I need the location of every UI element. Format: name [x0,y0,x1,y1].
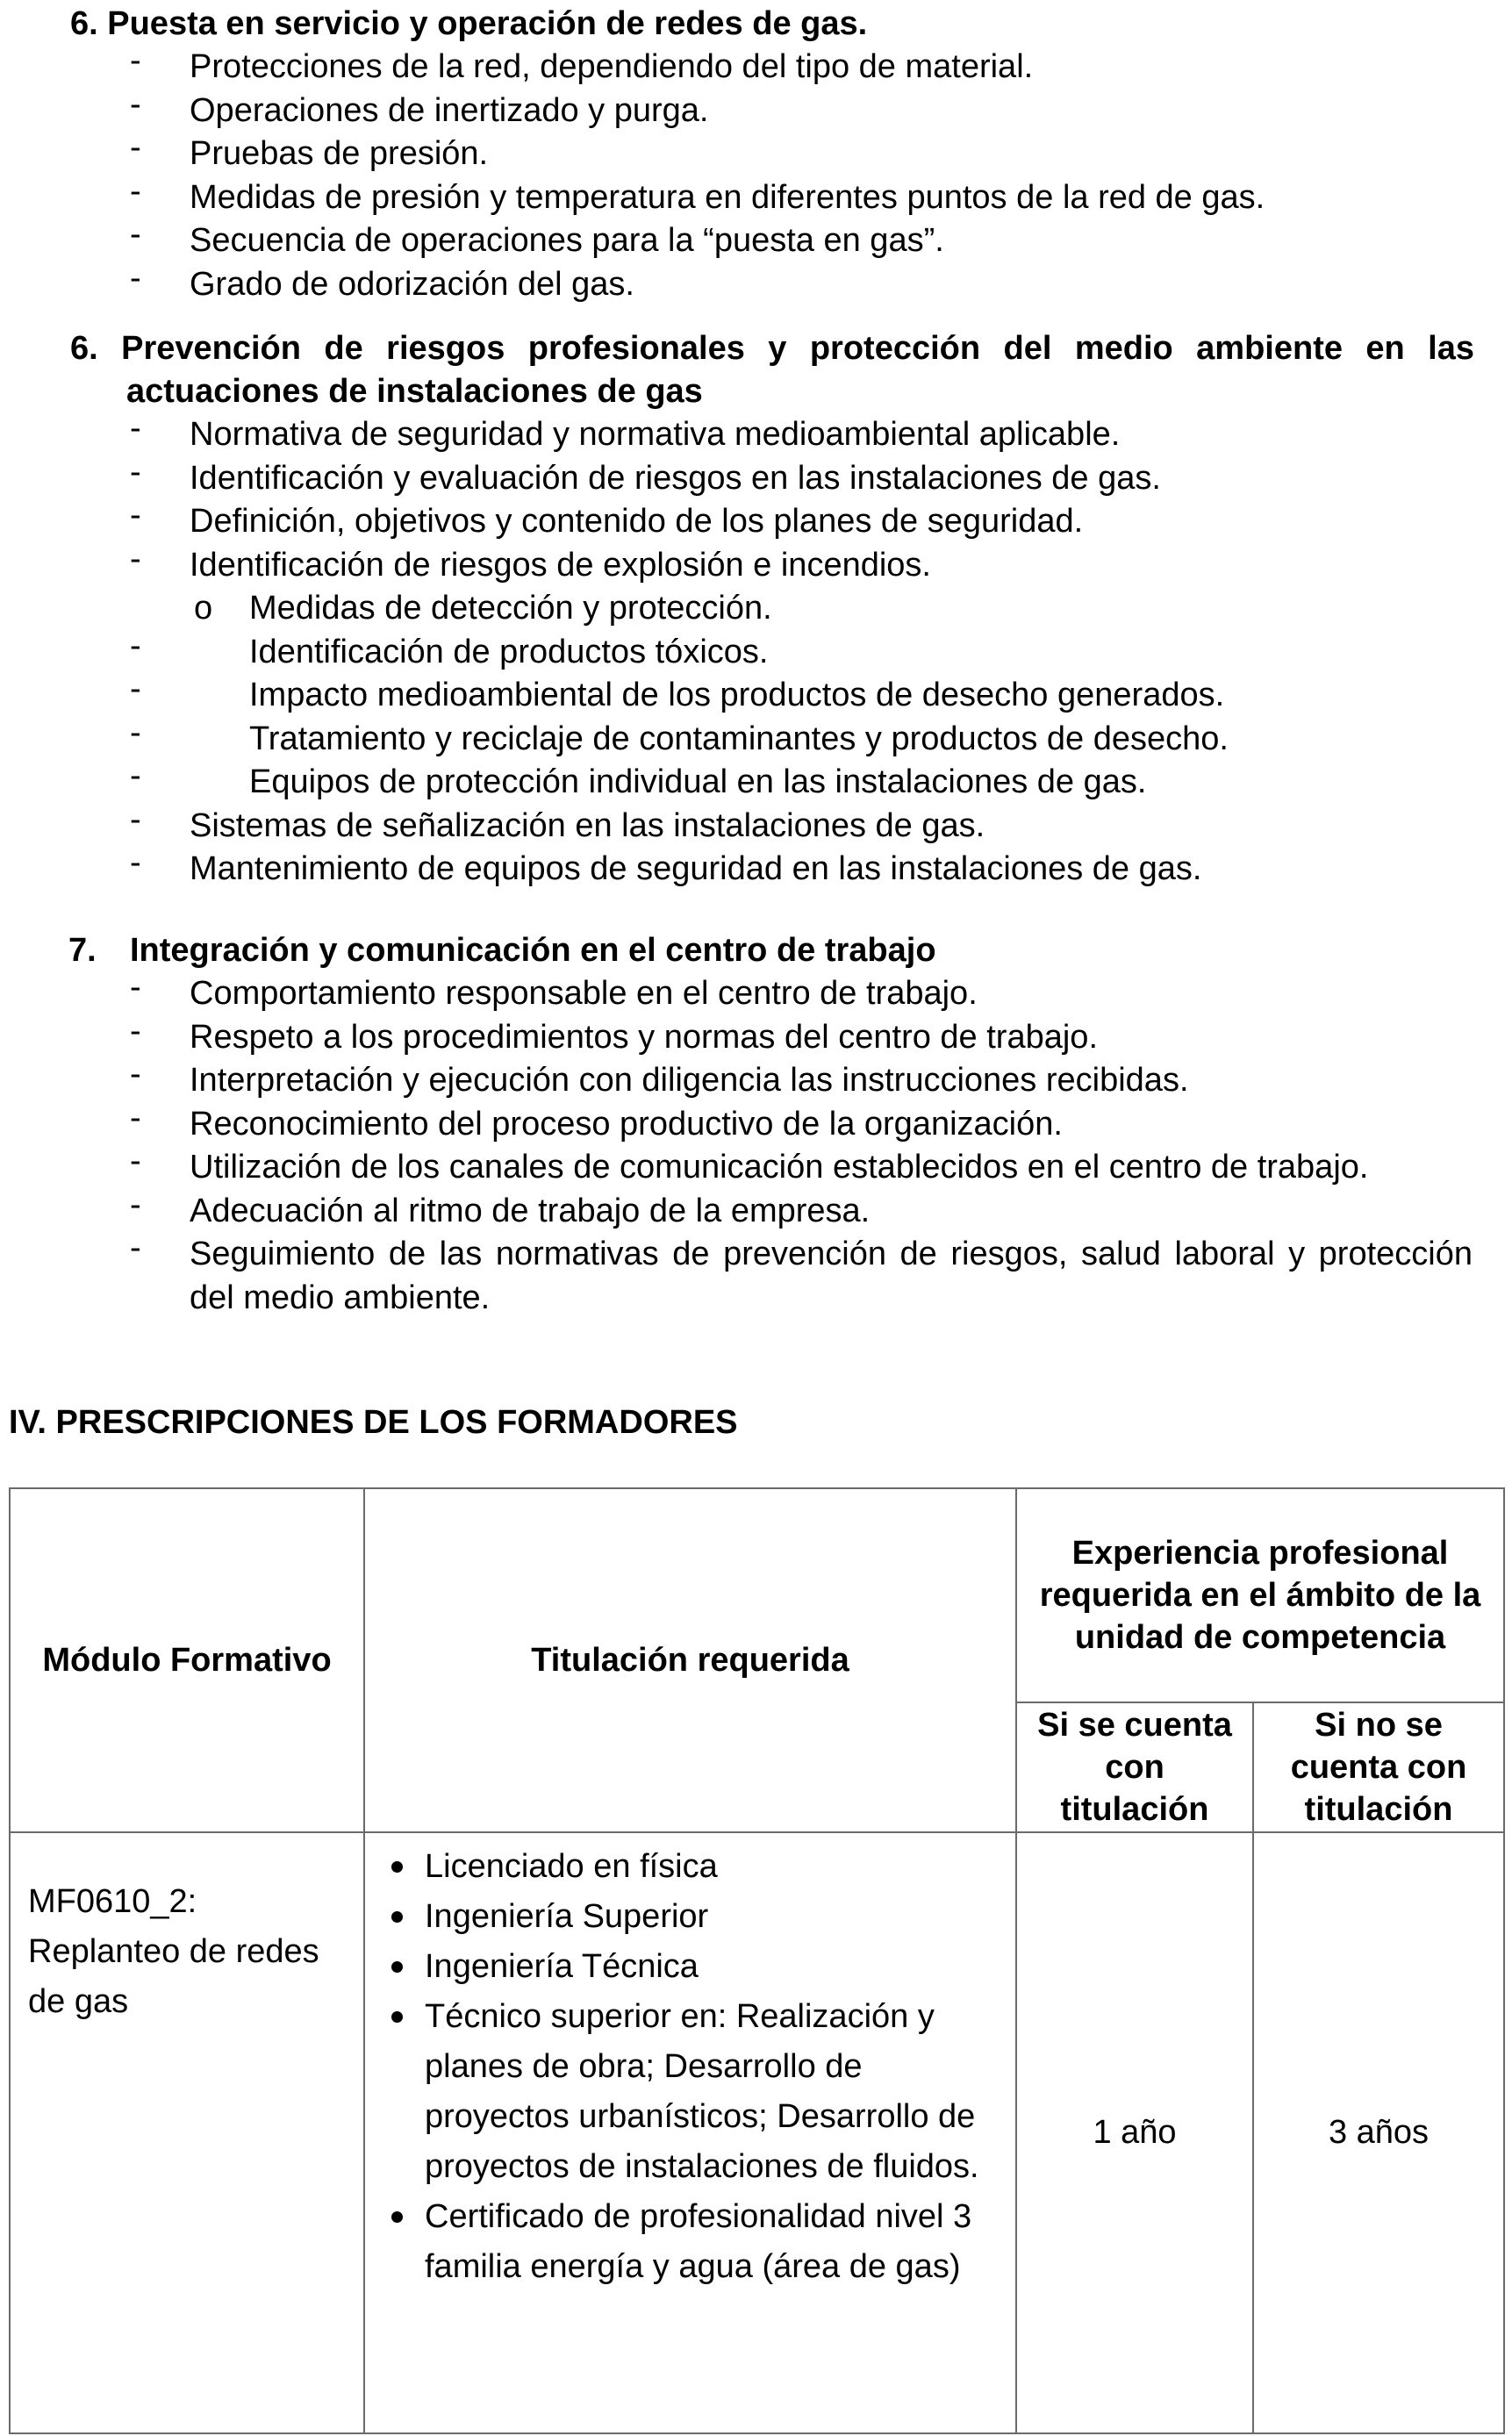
list-item: - Reconocimiento del proceso productivo de la organización. [130,1099,1063,1143]
section-7-list [68,969,1473,1320]
header-experiencia: Experiencia profesional requerida en el ámbito de la unidad de competencia [1016,1488,1504,1702]
list-item: - Equipos de protección individual en las instalaciones de gas. [130,757,1147,800]
titulaciones-list [383,1842,1007,2292]
titulacion-item: Ingeniería Superior [383,1892,1007,1942]
cell-sin-titulacion: 3 años [1253,1832,1504,2433]
list-item: - Seguimiento de las normativas de prevención de riesgos, salud laboral y protección del medio ambiente. [130,1229,1473,1316]
section-6b-title-line1: 6. Prevención de riesgos profesionales y protección del medio ambiente en las [70,330,1474,367]
list-item: - Utilización de los canales de comunicación establecidos en el centro de trabajo. [130,1143,1369,1186]
sub-list-item: o Medidas de detección y protección. [194,590,772,627]
list-item: - Interpretación y ejecución con diligencia las instrucciones recibidas. [130,1056,1189,1099]
list-item: - Operaciones de inertizado y purga. [130,85,709,129]
cell-titulaciones [364,1832,1016,2433]
cell-con-titulacion: 1 año [1016,1832,1253,2433]
bullet-icon [391,2011,403,2023]
list-item: - Identificación y evaluación de riesgos en las instalaciones de gas. [130,453,1161,497]
list-item: - Normativa de seguridad y normativa medioambiental aplicable. [130,410,1121,453]
bullet-icon [391,1861,403,1873]
cell-modulo: MF0610_2: Replanteo de redes de gas [10,1832,364,2433]
list-item: - Pruebas de presión. [130,129,489,172]
section-6a-title: 6. Puesta en servicio y operación de redes de gas. [70,5,868,42]
section-iv-title: IV. PRESCRIPCIONES DE LOS FORMADORES [9,1404,738,1441]
bullet-icon [391,1911,403,1923]
header-modulo: Módulo Formativo [10,1488,364,1832]
section-7-title [68,929,936,972]
header-sin-titulacion: Si no se cuenta con titulación [1253,1702,1504,1832]
list-item: - Definición, objetivos y contenido de los planes de seguridad. [130,497,1084,540]
list-item: - Mantenimiento de equipos de seguridad en las instalaciones de gas. [130,844,1202,887]
list-item: - Grado de odorización del gas. [130,259,634,303]
list-item: - Adecuación al ritmo de trabajo de la empresa. [130,1186,871,1229]
list-item: - Respeto a los procedimientos y normas del centro de trabajo. [130,1012,1098,1056]
section-7-title-text: Integración y comunicación en el centro de trabajo [130,932,936,969]
list-item: - Identificación de riesgos de explosión e incendios. [130,540,931,584]
list-item: - Tratamiento y reciclaje de contaminantes y productos de desecho. [130,713,1229,757]
header-con-titulacion: Si se cuenta con titulación [1016,1702,1253,1832]
list-item: - Medidas de presión y temperatura en diferentes puntos de la red de gas. [130,172,1265,216]
titulacion-item: Licenciado en física [383,1842,1007,1892]
titulacion-item: Certificado de profesionalidad nivel 3 familia energía y agua (área de gas) [383,2192,1007,2292]
section-6b-title-line2: actuaciones de instalaciones de gas [126,373,703,410]
bullet-icon [391,1961,403,1973]
list-item: - Comportamiento responsable en el centro de trabajo. [130,969,978,1012]
list-item: - Sistemas de señalización en las instalaciones de gas. [130,800,985,844]
section-6b-list [68,410,1473,892]
section-7-number: 7. [68,932,97,969]
prescriptions-table [9,1487,1505,2434]
list-item: - Secuencia de operaciones para la “puesta en gas”. [130,216,944,259]
header-titulacion: Titulación requerida [364,1488,1016,1832]
list-item: - Identificación de productos tóxicos. [130,627,769,670]
titulacion-item: Ingeniería Técnica [383,1942,1007,1992]
list-item: - Impacto medioambiental de los productos de desecho generados. [130,670,1225,713]
bullet-icon [391,2211,403,2223]
section-6a-list [68,42,1473,306]
list-item: - Protecciones de la red, dependiendo del tipo de material. [130,42,1034,85]
titulacion-item: Técnico superior en: Realización y planes de obra; Desarrollo de proyectos urbanísticos; Desarrollo de proyectos de instalaciones de fluidos. [383,1992,1007,2192]
